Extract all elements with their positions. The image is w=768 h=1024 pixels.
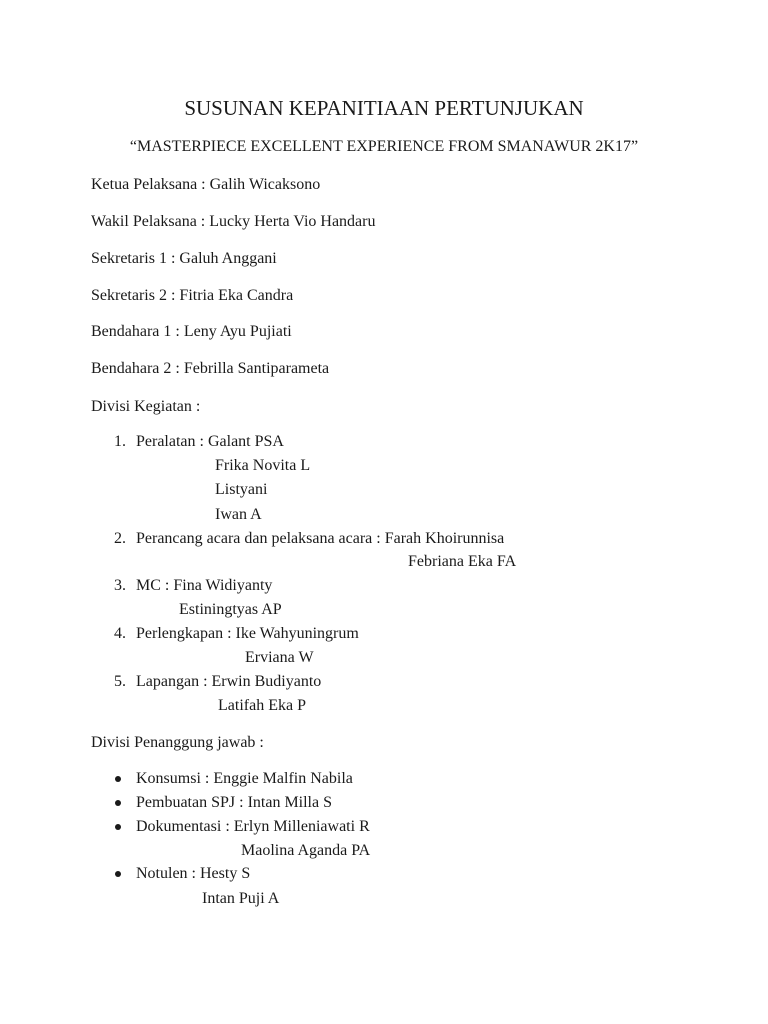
list-item-lapangan: Lapangan : Erwin Budiyanto <box>136 673 322 690</box>
list-item-continuation: Intan Puji A <box>202 890 280 907</box>
bullet-icon <box>115 776 121 782</box>
list-item-notulen: Notulen : Hesty S <box>136 865 251 882</box>
list-item-continuation: Estiningtyas AP <box>179 601 282 618</box>
officer-sekretaris-2: Sekretaris 2 : Fitria Eka Candra <box>91 287 294 304</box>
list-item-konsumsi: Konsumsi : Enggie Malfin Nabila <box>136 770 353 787</box>
officer-ketua-pelaksana: Ketua Pelaksana : Galih Wicaksono <box>91 176 321 193</box>
list-item-continuation: Febriana Eka FA <box>408 553 517 570</box>
list-item-mc: MC : Fina Widiyanty <box>136 577 273 594</box>
list-number: 5. <box>114 673 126 690</box>
list-item-continuation: Erviana W <box>245 649 314 666</box>
list-item-pembuatan-spj: Pembuatan SPJ : Intan Milla S <box>136 794 332 811</box>
officer-bendahara-2: Bendahara 2 : Febrilla Santiparameta <box>91 360 330 377</box>
list-item-continuation: Maolina Aganda PA <box>241 842 371 859</box>
list-number: 1. <box>114 433 126 450</box>
list-item-perancang-acara: Perancang acara dan pelaksana acara : Farah Khoirunnisa <box>136 530 505 547</box>
list-item-continuation: Iwan A <box>215 506 262 523</box>
list-item-perlengkapan: Perlengkapan : Ike Wahyuningrum <box>136 625 359 642</box>
list-item-peralatan: Peralatan : Galant PSA <box>136 433 284 450</box>
officer-wakil-pelaksana: Wakil Pelaksana : Lucky Herta Vio Handaru <box>91 213 376 230</box>
divisi-kegiatan-heading: Divisi Kegiatan : <box>91 398 201 415</box>
document-subtitle: “MASTERPIECE EXCELLENT EXPERIENCE FROM SMANAWUR 2K17” <box>129 138 639 155</box>
list-number: 3. <box>114 577 126 594</box>
bullet-icon <box>115 800 121 806</box>
list-item-continuation: Listyani <box>215 481 268 498</box>
list-number: 4. <box>114 625 126 642</box>
bullet-icon <box>115 824 121 830</box>
officer-sekretaris-1: Sekretaris 1 : Galuh Anggani <box>91 250 277 267</box>
list-item-continuation: Frika Novita L <box>215 457 311 474</box>
officer-bendahara-1: Bendahara 1 : Leny Ayu Pujiati <box>91 323 292 340</box>
list-item-dokumentasi: Dokumentasi : Erlyn Milleniawati R <box>136 818 370 835</box>
list-number: 2. <box>114 530 126 547</box>
list-item-continuation: Latifah Eka P <box>218 697 306 714</box>
bullet-icon <box>115 871 121 877</box>
document-title: SUSUNAN KEPANITIAAN PERTUNJUKAN <box>184 96 584 120</box>
divisi-penanggung-jawab-heading: Divisi Penanggung jawab : <box>91 734 264 751</box>
